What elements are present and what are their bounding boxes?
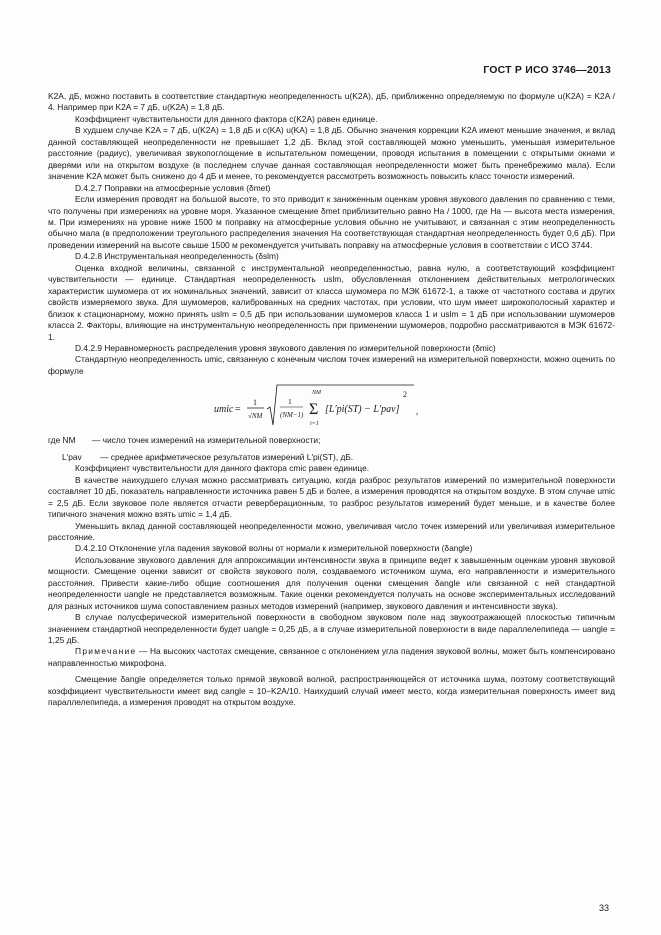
paragraph: Оценка входной величины, связанной с инструментальной неопределенностью, равна нулю, а соответствующий коэффициент чувствительности — единице. Стандартная неопределенность uslm, обусловленная отклонением действительных метрологических характеристик шумомера от их номинальных значений, зависит от класса шумомера по МЭК 61672-1, а также от частотного состава и других свойств измеряемого звука. Для шумомеров, калиброванных на средних частотах, при условии, что шум имеет широкополосный характер и близок к стационарному, можно принять uslm = 0,5 дБ при использовании шумомеров класса 1 и uslm = 1 дБ при использовании шумомеров класса 2. Факторы, влияющие на инструментальную неопределенность при применении шумомеров, подробно рассматриваются в МЭК 61672-1. [48, 262, 615, 342]
paragraph: Стандартную неопределенность umic, связанную с конечным числом точек измерений на измерительной поверхности, можно оценить по формуле [48, 354, 615, 376]
note [48, 646, 615, 669]
page-number: 33 [598, 903, 609, 913]
paragraph: Уменьшить вклад данной составляющей неопределенности можно, увеличивая число точек измерений или увеличивая измерительное расстояние. [48, 520, 615, 542]
paragraph: Использование звукового давления для аппроксимации интенсивности звука в принципе ведет к завышенным оценкам уровня звуковой мощности. Смещение оценки зависит от свойств звукового поля, создаваемого источником шума, его направленности и измерительного расстояния. Привести какие-либо общие соотношения для получения оценки смещения δangle или связанной с ней стандартной неопределенности uangle не представляется возможным. Такие оценки рекомендуется получать на основе экспериментальных исследований для разных источников шума сопоставлением разных методов измерений (например, звукового давления и интенсивности звука). [48, 554, 615, 611]
paragraph: В худшем случае K2A = 7 дБ, u(K2A) = 1,8 дБ и c(KA) u(KA) = 1,8 дБ. Обычно значения коррекции K2A имеют меньшие значения, и вклад данной составляющей неопределенности не превышает 1,2 дБ. Вклад этой составляющей можно уменьшить, уменьшая измерительное расстояние (радиус), увеличивая звукопоглощение в испытательном помещении, проводя испытания в помещении с открытыми окнами и дверями или на открытом воздухе (в последнем случае данная составляющая неопределенности может быть пренебрежимо мала). Если значение K2A может быть снижено до 4 дБ и менее, то рекомендуется рассмотреть возможность повысить класс точности измерений. [48, 125, 615, 182]
section-heading: D.4.2.8 Инструментальная неопределенность (δslm) [75, 251, 279, 262]
formula-umic [48, 381, 615, 433]
paragraph: Коэффициент чувствительности для данного фактора c(K2A) равен единице. [75, 113, 378, 124]
section-heading: D.4.2.9 Неравномерность распределения уровня звукового давления по измерительной поверхности (δmic) [75, 342, 496, 353]
formula-inner-den: (NM−1) [280, 411, 304, 420]
formula-inner-one: 1 [288, 397, 292, 407]
formula-term: [L′pi(ST) − L′pav] [325, 404, 400, 416]
definition-text: — среднее арифметическое результатов измерений L′pi(ST), дБ. [100, 451, 354, 462]
formula-sqrtN: √NM [248, 412, 263, 421]
formula-sum-top: NM [312, 390, 321, 397]
definition-symbol: L′pav [62, 451, 82, 462]
formula-svg [48, 381, 615, 433]
section-heading: D.4.2.7 Поправки на атмосферные условия (δmet) [75, 182, 271, 193]
paragraph: В случае полусферической измерительной поверхности в свободном звуковом поле над звукоотражающей плоскостью типичным значением стандартной неопределенности будет uangle = 0,25 дБ, а в случае измерительной поверхности в виде параллелепипеда — uangle = 1,25 дБ. [48, 612, 615, 646]
formula-eq: = [235, 404, 241, 416]
formula-comma: , [416, 406, 419, 417]
definition-row [48, 452, 615, 463]
definition-row [48, 435, 615, 446]
paragraph: Если измерения проводят на большой высоте, то это приводит к заниженным оценкам уровня звукового давления по сравнению с теми, что получены при измерениях на уровне моря. Указанное смещение δmet приблизительно равно Ha / 1000, где Ha — высота места измерения, м. При измерениях на уровне ниже 1500 м поправку на атмосферные условия обычно не учитывают, и связанная с этим неопределенность обычно мала (в предположении треугольного распределения значения Ha соответствующая стандартная неопределенность будет 0,6 дБ). При проведении измерений на высоте свыше 1500 м рекомендуется учитывать поправку на атмосферные условия в соответствии с ИСО 3744. [48, 194, 615, 250]
note-label: Примечание [75, 646, 137, 657]
paragraph: K2A, дБ, можно поставить в соответствие стандартную неопределенность u(K2A), дБ, приближенно определяемую по формуле u(K2A) = K2A / 4. Например при K2A = 7 дБ, u(K2A) = 1,8 дБ. [48, 91, 615, 113]
paragraph: Коэффициент чувствительности для данного фактора cmic равен единице. [75, 463, 370, 474]
formula-power: 2 [403, 390, 407, 400]
note-text: — На высоких частотах смещение, связанное с отклонением угла падения звуковой волны, может быть компенсировано направленностью микрофона. [48, 646, 616, 668]
formula-lhs: umic [214, 404, 234, 416]
standard-header: ГОСТ Р ИСО 3746—2013 [483, 64, 611, 76]
formula-sum-bottom: i=1 [310, 421, 319, 428]
formula-sigma: Σ [309, 401, 319, 419]
page-body [48, 91, 615, 709]
formula-one: 1 [253, 398, 257, 408]
paragraph: В качестве наихудшего случая можно рассматривать ситуацию, когда разброс результатов измерений по измерительной поверхности составляет 10 дБ, показатель направленности источника равен 5 дБ и более, а измерения проводятся на открытом воздухе. В этом случае umic = 2,5 дБ. Если звуковое поле является отчасти реверберационным, то разброс результатов измерений будет меньше, и в качестве более типичного значения можно взять umic = 1,4 дБ. [48, 474, 615, 520]
definition-text: — число точек измерений на измерительной поверхности; [91, 435, 321, 446]
section-heading: D.4.2.10 Отклонение угла падения звуковой волны от нормали к измерительной поверхности (δangle) [75, 543, 473, 554]
paragraph: Смещение δangle определяется только прямой звуковой волной, распространяющейся от источника шума, поэтому соответствующий коэффициент чувствительности имеет вид cangle = 10−K2A/10. Наихудший случай имеет место, когда измерительная поверхность имеет вид параллелепипеда, а измерения проводят на открытом воздухе. [48, 674, 615, 708]
definition-symbol: где NM [48, 435, 76, 446]
